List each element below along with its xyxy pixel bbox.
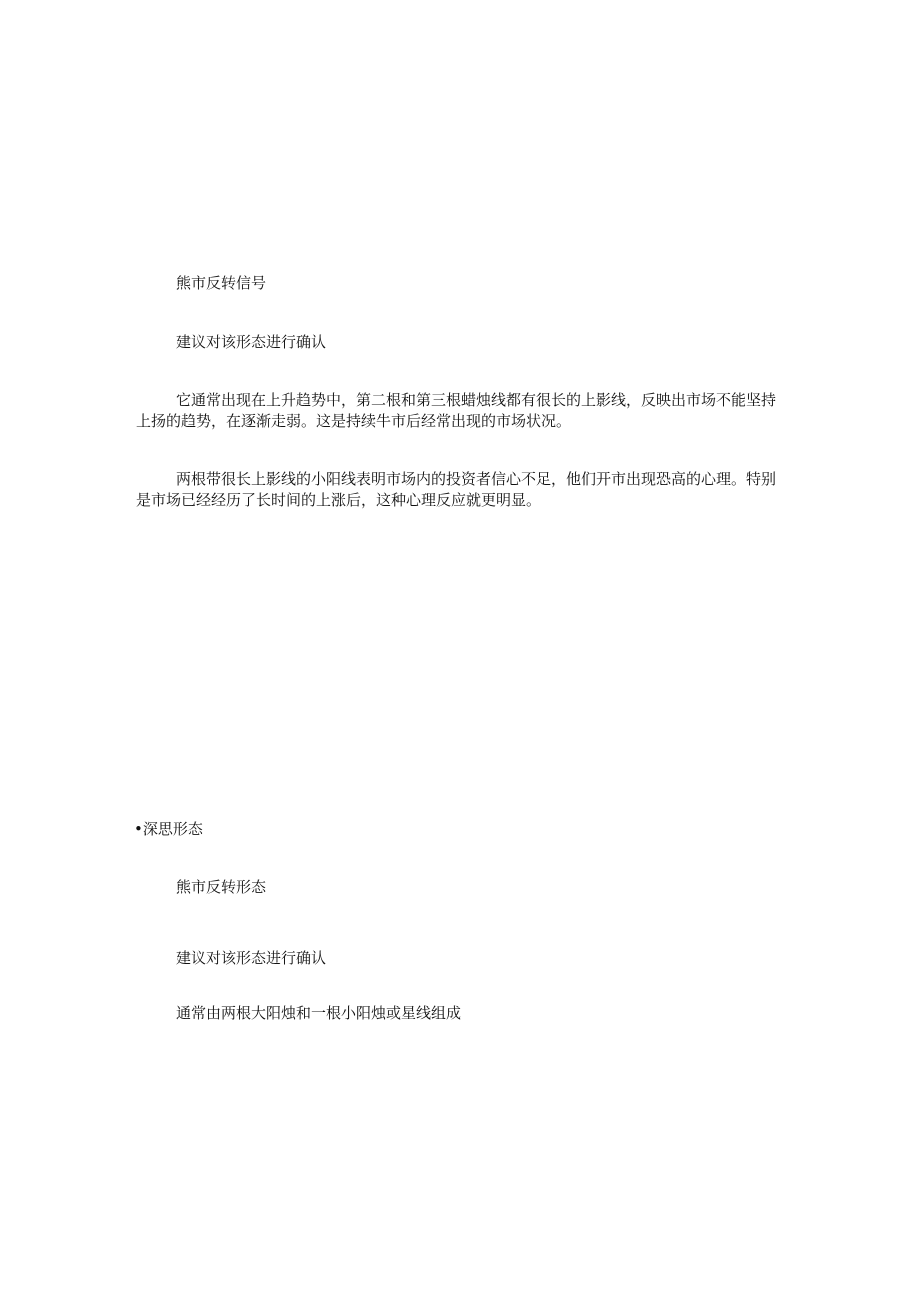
signal-label-2: 熊市反转形态 bbox=[176, 878, 267, 896]
signal-label: 熊市反转信号 bbox=[176, 274, 267, 292]
description-paragraph-1: 它通常出现在上升趋势中，第二根和第三根蜡烛线都有很长的上影线，反映出市场不能坚持上扬的趋势，在逐渐走弱。这是持续牛市后经常出现的市场状况。 bbox=[136, 391, 777, 430]
description-paragraph-2: 两根带很长上影线的小阳线表明市场内的投资者信心不足，他们开市出现恐高的心理。特别是市场已经经历了长时间的上涨后，这种心理反应就更明显。 bbox=[136, 470, 777, 509]
advice-text-2: 建议对该形态进行确认 bbox=[176, 949, 327, 967]
composition-text: 通常由两根大阳烛和一根小阳烛或星线组成 bbox=[176, 1004, 462, 1022]
advice-text: 建议对该形态进行确认 bbox=[176, 333, 327, 351]
section-heading-bullet: •深思形态 bbox=[134, 820, 203, 838]
